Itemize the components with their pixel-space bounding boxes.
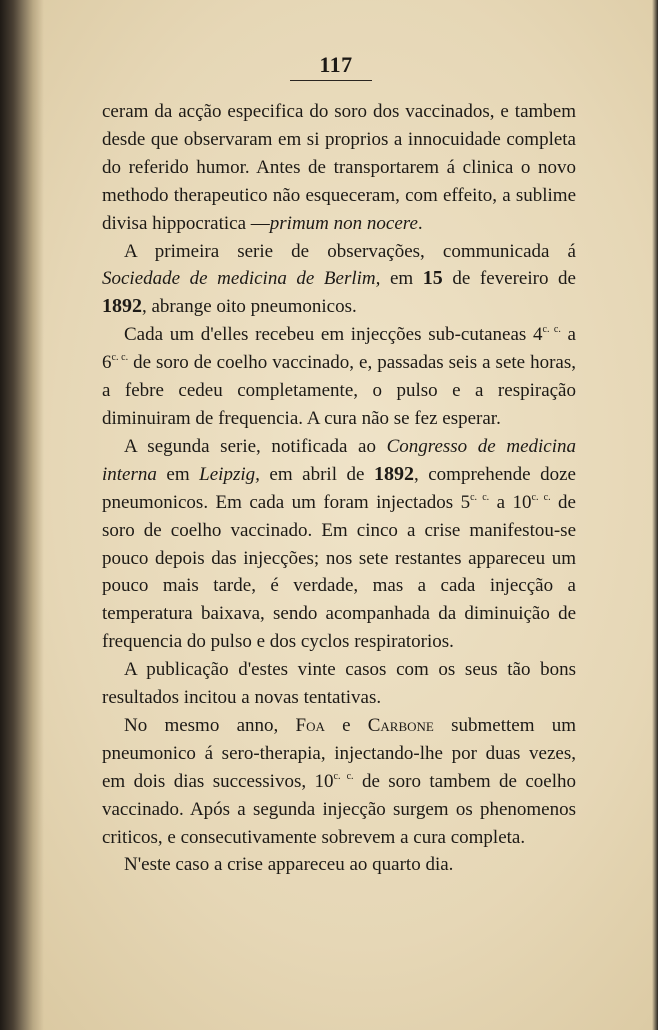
text-run: a 10 [489, 491, 532, 513]
author-name: Carbone [367, 714, 434, 736]
text-run: em [380, 268, 423, 290]
italic-text: Leipzig, [199, 463, 260, 485]
text-run: A publicação d'estes vinte casos com os seus tão bons resultados incitou a novas tentativas. [102, 659, 581, 709]
paragraph [102, 433, 581, 656]
text-run: N'este caso a crise appareceu ao quarto dia. [124, 854, 454, 876]
paragraph [102, 98, 581, 238]
text-run: de soro tambem de coelho vaccinado. Após a segunda injecção surgem os phenomenos criticos, e consecutivamente sobrevem a cura completa. [102, 770, 581, 848]
text-run: No mesmo anno, [124, 714, 296, 736]
text-run: . [417, 212, 423, 234]
page-edge-shadow [652, 0, 658, 1030]
numeral: 1892 [102, 295, 142, 318]
text-run: , comprehende doze pneumonicos. Em cada um foram injectados 5 [102, 463, 581, 513]
text-run: a 6 [102, 324, 581, 374]
text-run: em abril de [259, 463, 374, 485]
unit-superscript: c. c. [111, 352, 129, 364]
text-run: e [324, 714, 368, 736]
page-number-rule [290, 80, 372, 81]
page-number: 117 [319, 52, 353, 77]
unit-superscript: c. c. [470, 491, 490, 503]
paragraph [102, 656, 581, 712]
italic-text: Congresso de medicina interna [102, 435, 576, 485]
italic-text: primum non nocere [269, 212, 418, 234]
paragraph [102, 238, 581, 322]
page-gutter-shadow [0, 0, 44, 1030]
text-run: submettem um pneumonico á sero-therapia, injectando-lhe por duas vezes, em dois dias successivos, 10 [102, 714, 581, 792]
numeral: 15 [422, 267, 443, 290]
italic-text: Sociedade de medicina de Berlim, [102, 268, 381, 290]
text-run: , abrange oito pneumonicos. [142, 296, 357, 318]
text-run: de soro de coelho vaccinado, e, passadas seis a sete horas, a febre cedeu completamente, o pulso e a respiração diminuiram de frequencia. A cura não se fez esperar. [102, 352, 581, 429]
unit-superscript: c. c. [333, 770, 354, 782]
body-text [102, 98, 581, 879]
unit-superscript: c. c. [531, 491, 551, 503]
text-run: de soro de coelho vaccinado. Em cinco a crise manifestou-se pouco depois das injecções; nos sete restantes appareceu um pouco mais tarde, é verdade, mas a cada injecção a temperatura baixava, sendo acompanhada da diminuição de frequencia do pulso e dos cyclos respiratorios. [102, 491, 581, 653]
paragraph [102, 712, 581, 852]
numeral: 1892 [373, 462, 414, 485]
unit-superscript: c. c. [542, 324, 561, 336]
text-run: A primeira serie de observações, communicada á [124, 240, 581, 262]
text-run: Cada um d'elles recebeu em injecções sub-cutaneas 4 [124, 324, 543, 346]
author-name: Foa [295, 714, 325, 736]
text-run: A segunda serie, notificada ao [124, 435, 387, 457]
paragraph [102, 851, 576, 879]
text-run: de fevereiro de [442, 268, 581, 290]
paragraph [102, 321, 581, 433]
text-run: ceram da acção especifica do soro dos vaccinados, e tambem desde que observaram em si proprios a innocuidade completa do referido humor. Antes de transportarem á clinica o novo methodo therapeutico não esqueceram, com effeito, a sublime divisa hippocratica — [102, 101, 581, 234]
text-run: em [156, 463, 200, 485]
